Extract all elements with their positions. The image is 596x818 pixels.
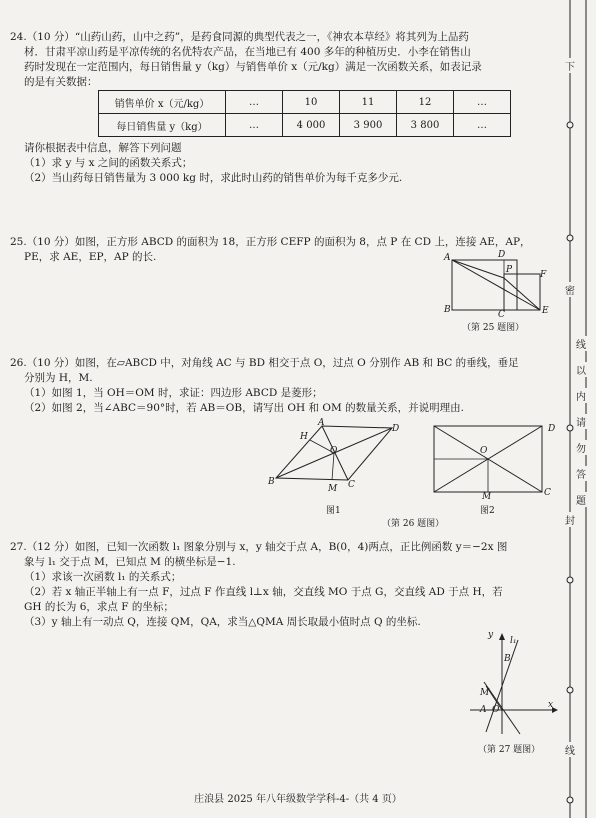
- q26-fig2-label-o: O: [480, 446, 488, 456]
- side-notice-2: 以: [574, 362, 588, 377]
- q27-label-x: x: [548, 700, 554, 710]
- table-cell: …: [454, 114, 511, 137]
- q26-figure2: [430, 420, 550, 500]
- q25-line2: PE，求 AE，EP，AP 的长.: [24, 251, 157, 263]
- side-mark-xia: 下: [563, 58, 577, 73]
- q26-fig1-label-b: B: [268, 477, 275, 487]
- q26-caption: （第 26 题图）: [382, 519, 445, 529]
- table-cell: …: [226, 91, 283, 114]
- q26-fig1-title: 图1: [326, 506, 341, 516]
- table-cell: …: [226, 114, 283, 137]
- side-notice-5: 勿: [574, 440, 588, 455]
- q27-label-b: B: [504, 654, 511, 664]
- q26-line1: 26.（10 分）如图，在▱ABCD 中，对角线 AC 与 BD 相交于点 O，过点 O 分别作 AB 和 BC 的垂线，垂足: [10, 357, 519, 369]
- q27-line4: （2）若 x 轴正半轴上有一点 F，过点 F 作直线 l⊥x 轴，交直线 MO 于点 G，交直线 AD 于点 H，若: [24, 586, 503, 598]
- page-footer: 庄浪县 2025 年八年级数学学科-4-（共 4 页）: [194, 794, 402, 805]
- q27-line2: 象与 l₁ 交于点 M，已知点 M 的横坐标是−1.: [24, 556, 236, 568]
- q24-line3: 药时发现在一定范围内，每日销售量 y（kg）与销售单价 x（元/kg）满足一次函数关系，如表记录: [24, 61, 482, 73]
- table-row: [99, 91, 511, 114]
- table-cell: 12: [397, 91, 454, 114]
- side-mark-xian: 线: [563, 742, 577, 757]
- side-notice-6: 答: [574, 466, 588, 481]
- q25-line1: 25.（10 分）如图，正方形 ABCD 的面积为 18，正方形 CEFP 的面积为 8，点 P 在 CD 上，连接 AE，AP，: [10, 236, 531, 248]
- q25-caption: （第 25 题图）: [462, 323, 525, 333]
- table-cell: 4 000: [283, 114, 340, 137]
- q26-line3: （1）如图 1，当 OH＝OM 时，求证：四边形 ABCD 是菱形；: [24, 387, 323, 399]
- q24-line4: 的是有关数据：: [24, 76, 98, 88]
- table-cell: 11: [340, 91, 397, 114]
- q24-data-table: [98, 90, 511, 137]
- q24-line2: 材．甘肃平凉山药是平凉传统的名优特农产品，在当地已有 400 多年的种植历史．小李在销售山: [24, 46, 471, 58]
- table-cell: 3 900: [340, 114, 397, 137]
- q26-fig2-label-m: M: [482, 492, 492, 502]
- q26-fig1-label-h: H: [300, 432, 308, 442]
- q25-label-f: F: [540, 270, 547, 280]
- table-cell: …: [454, 91, 511, 114]
- side-notice-3: 内: [574, 388, 588, 403]
- q27-line6: （3）y 轴上有一动点 Q，连接 QM，QA，求当△QMA 周长取最小值时点 Q 的坐标.: [24, 616, 421, 628]
- binding-strip: [556, 0, 596, 818]
- q25-label-c: C: [498, 310, 505, 320]
- table-row: [99, 114, 511, 137]
- q27-line1: 27.（12 分）如图，已知一次函数 l₁ 图象分别与 x，y 轴交于点 A，B(0，4)两点，正比例函数 y＝−2x 图: [10, 541, 508, 553]
- q26-fig1-label-a: A: [318, 418, 325, 428]
- q26-fig1-label-c: C: [348, 480, 355, 490]
- table-cell: 10: [283, 91, 340, 114]
- side-notice-4: 请: [574, 414, 588, 429]
- q24-line6: （1）求 y 与 x 之间的函数关系式；: [24, 157, 193, 169]
- q25-label-d: D: [498, 250, 506, 260]
- q27-label-a: A: [480, 705, 487, 715]
- q27-label-y: y: [488, 630, 494, 640]
- side-notice-1: 线: [574, 336, 588, 351]
- q24-line5: 请你根据表中信息，解答下列问题: [24, 142, 182, 154]
- q27-caption: （第 27 题图）: [478, 745, 541, 755]
- q25-label-p: P: [506, 265, 513, 275]
- q26-fig2-label-d: D: [548, 424, 556, 434]
- q24-line7: （2）当山药每日销售量为 3 000 kg 时，求此时山药的销售单价为每千克多少元.: [24, 172, 403, 184]
- q27-figure: [462, 630, 562, 740]
- q27-line3: （1）求该一次函数 l₁ 的关系式；: [24, 571, 182, 583]
- q26-fig2-label-c: C: [544, 488, 551, 498]
- q26-fig1-label-d: D: [392, 424, 400, 434]
- side-mark-mi: 密: [563, 282, 577, 297]
- side-notice-7: 题: [574, 492, 588, 507]
- q25-label-e: E: [542, 306, 549, 316]
- q26-fig1-label-o: O: [330, 446, 338, 456]
- table-header-sales: 每日销售量 y（kg）: [99, 114, 226, 137]
- q26-line2: 分别为 H，M.: [24, 372, 93, 384]
- q26-line4: （2）如图 2，当∠ABC＝90°时，若 AB＝OB，请写出 OH 和 OM 的数量关系，并说明理由.: [24, 402, 464, 414]
- q27-label-l1: l₁: [510, 636, 517, 646]
- table-header-price: 销售单价 x（元/kg）: [99, 91, 226, 114]
- q24-line1: 24.（10 分）“山药山药，山中之药”，是药食同源的典型代表之一，《神农本草经》将其列为上品药: [10, 31, 469, 43]
- q26-fig1-label-m: M: [328, 484, 338, 494]
- side-mark-feng: 封: [563, 512, 577, 527]
- q27-label-m: M: [480, 688, 490, 698]
- q25-label-a: A: [444, 253, 451, 263]
- table-cell: 3 800: [397, 114, 454, 137]
- q26-fig2-title: 图2: [480, 506, 495, 516]
- q27-label-o: O: [492, 705, 500, 715]
- q25-label-b: B: [444, 305, 451, 315]
- q27-line5: GH 的长为 6，求点 F 的坐标；: [24, 601, 174, 613]
